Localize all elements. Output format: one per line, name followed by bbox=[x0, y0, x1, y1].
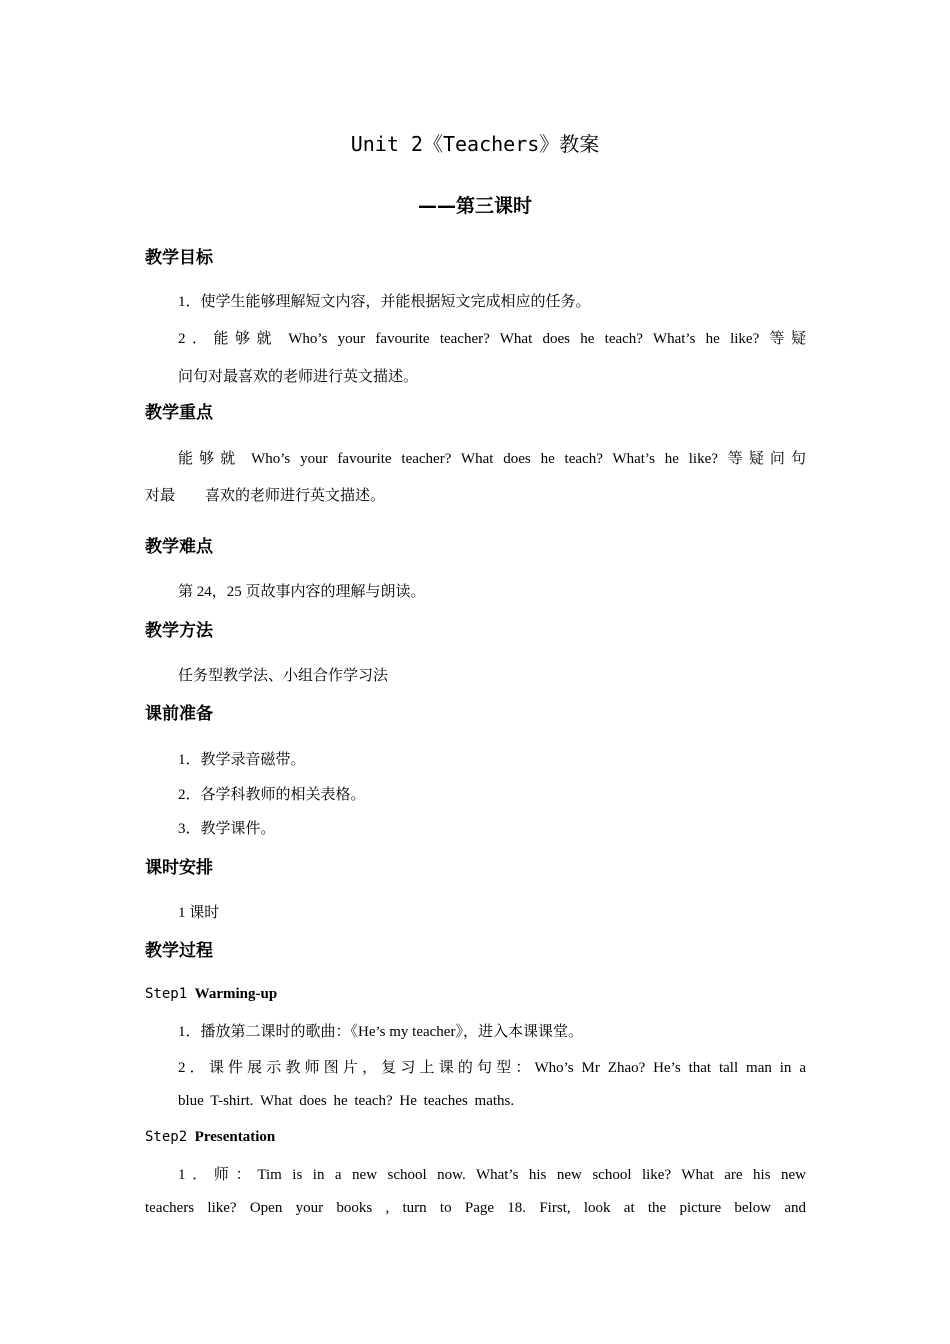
section-heading-process: 教学过程 bbox=[145, 941, 213, 961]
difficulties-text: 第 24，25 页故事内容的理解与朗读。 bbox=[178, 584, 426, 600]
keypoints-line-2: 对最 喜欢的老师进行英文描述。 bbox=[145, 488, 386, 504]
section-heading-difficulties: 教学难点 bbox=[145, 537, 213, 557]
section-heading-goals: 教学目标 bbox=[145, 248, 213, 268]
step2-item-1: 1．师：Tim is in a new school now. What’s his new school like? What are his new bbox=[178, 1167, 806, 1183]
step1-item-2-cont: blue T-shirt. What does he teach? He teaches maths. bbox=[178, 1093, 515, 1109]
step2-item-1-cont: teachers like? Open your books , turn to Page 18. First, look at the picture below and bbox=[145, 1200, 806, 1216]
step1-name: Warming-up bbox=[194, 986, 278, 1002]
step1-label: Step1 bbox=[145, 986, 188, 1002]
preparation-item-1: 1．教学录音磁带。 bbox=[178, 752, 306, 768]
section-heading-methods: 教学方法 bbox=[145, 621, 213, 641]
step2-heading bbox=[145, 1129, 275, 1146]
goals-item-2: 2．能够就 Who’s your favourite teacher? What does he teach? What’s he like? 等疑 bbox=[178, 331, 806, 347]
step1-item-1: 1．播放第二课时的歌曲：《He’s my teacher》，进入本课课堂。 bbox=[178, 1024, 583, 1040]
step2-label: Step2 bbox=[145, 1129, 188, 1145]
section-heading-keypoints: 教学重点 bbox=[145, 403, 213, 423]
preparation-item-3: 3．教学课件。 bbox=[178, 821, 276, 837]
step2-name: Presentation bbox=[194, 1129, 276, 1145]
goals-item-2-cont: 问句对最喜欢的老师进行英文描述。 bbox=[178, 369, 419, 385]
step1-heading bbox=[145, 986, 277, 1003]
schedule-text: 1 课时 bbox=[178, 905, 220, 921]
step1-item-2: 2．课件展示教师图片，复习上课的句型：Who’s Mr Zhao? He’s that tall man in a bbox=[178, 1060, 806, 1076]
document-title: Unit 2《Teachers》教案 bbox=[350, 132, 600, 156]
keypoints-line-1: 能够就 Who’s your favourite teacher? What does he teach? What’s he like? 等疑问句 bbox=[178, 451, 806, 467]
section-heading-preparation: 课前准备 bbox=[145, 704, 213, 724]
document-subtitle: ——第三课时 bbox=[417, 195, 532, 217]
section-heading-schedule: 课时安排 bbox=[145, 858, 213, 878]
goals-item-1: 1．使学生能够理解短文内容，并能根据短文完成相应的任务。 bbox=[178, 294, 591, 310]
methods-text: 任务型教学法、小组合作学习法 bbox=[178, 668, 389, 684]
preparation-item-2: 2．各学科教师的相关表格。 bbox=[178, 787, 366, 803]
